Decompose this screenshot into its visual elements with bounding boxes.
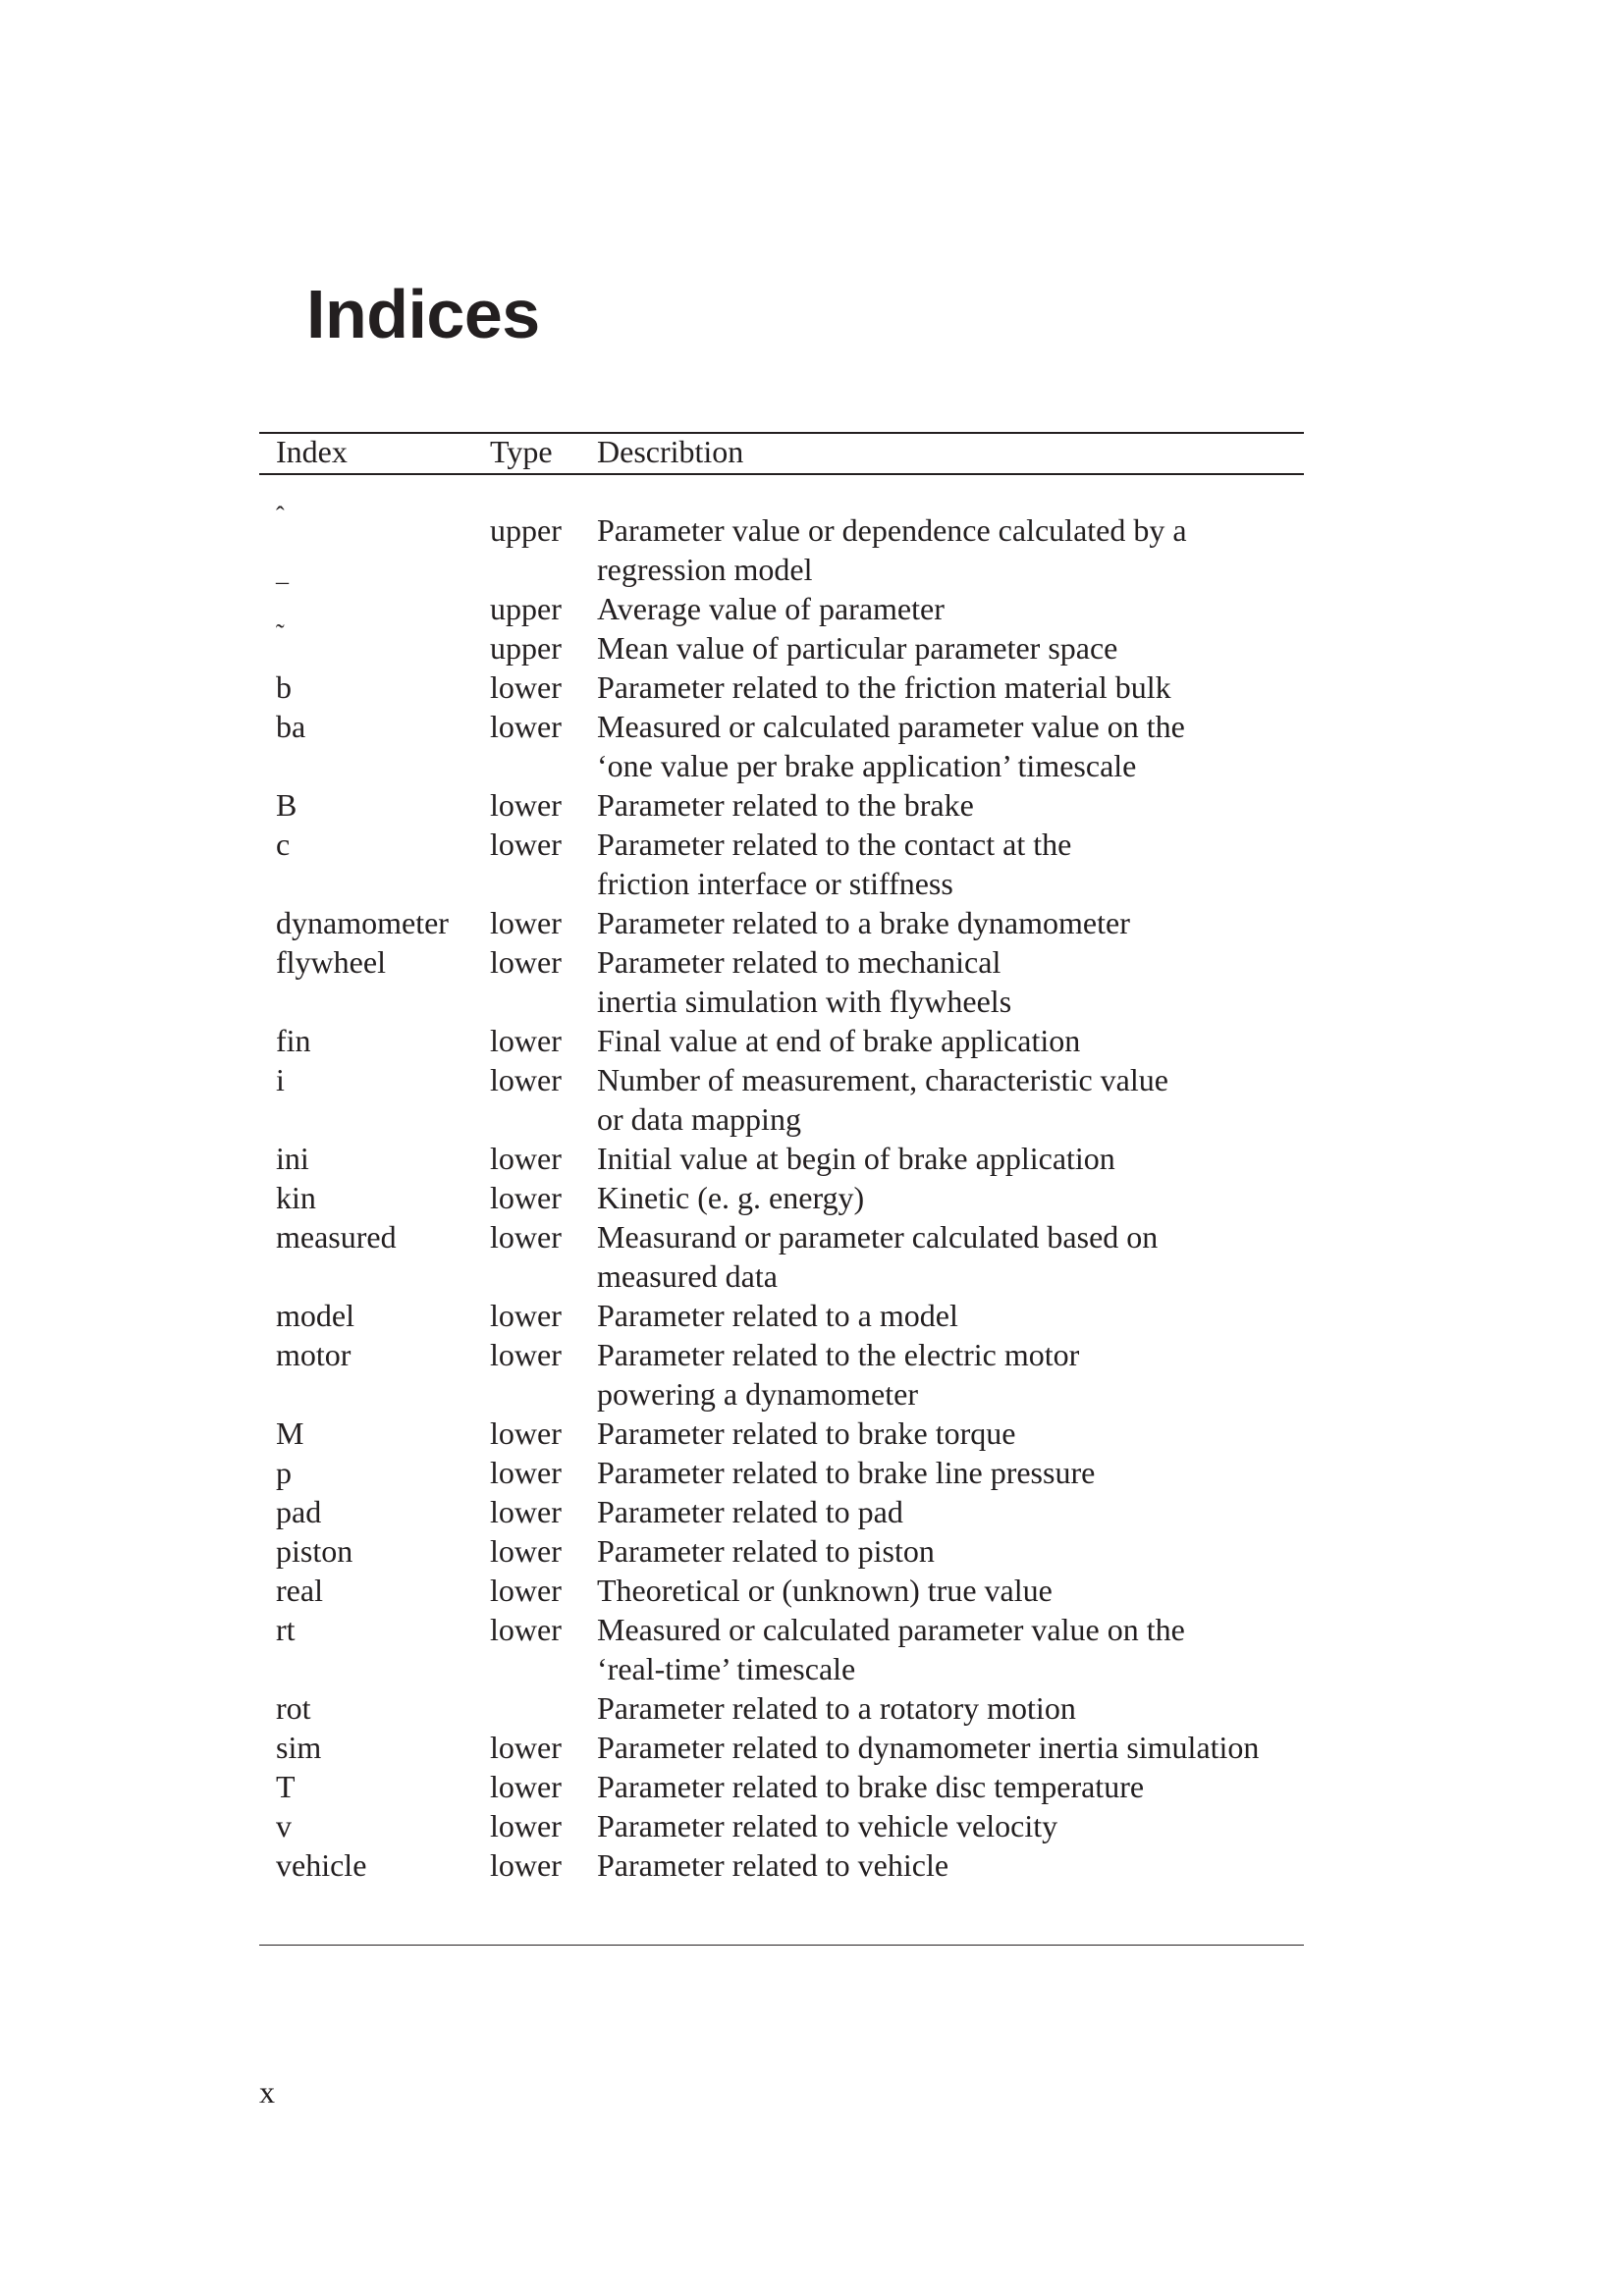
index-cell: v	[276, 1808, 292, 1843]
type-cell: lower	[490, 1337, 562, 1372]
table-row	[0, 1845, 1623, 1885]
description-line: powering a dynamometer	[597, 1376, 918, 1412]
table-row	[0, 502, 1623, 589]
description-cell	[597, 942, 1011, 1021]
index-cell: rot	[276, 1690, 311, 1726]
type-cell: lower	[490, 1219, 562, 1255]
table-row	[0, 825, 1623, 903]
description-cell	[597, 903, 1130, 942]
description-line: Parameter related to the contact at the	[597, 827, 1072, 862]
table-row	[0, 1688, 1623, 1728]
table-row	[0, 580, 1623, 628]
type-cell: upper	[490, 512, 562, 548]
description-cell	[597, 1296, 958, 1335]
index-cell: b	[276, 669, 292, 705]
index-cell: ini	[276, 1141, 309, 1176]
description-line: Parameter related to brake disc temperature	[597, 1769, 1145, 1804]
index-cell: ¯	[276, 580, 289, 609]
type-cell: lower	[490, 1494, 562, 1529]
description-cell	[597, 1021, 1080, 1060]
type-cell: lower	[490, 1455, 562, 1490]
index-cell: measured	[276, 1219, 397, 1255]
index-cell: piston	[276, 1533, 353, 1569]
type-cell: lower	[490, 787, 562, 823]
description-cell	[597, 1414, 1015, 1453]
index-cell: ˆ	[276, 502, 285, 530]
description-cell	[597, 1531, 935, 1571]
description-line: Parameter related to pad	[597, 1494, 903, 1529]
description-cell	[597, 1178, 864, 1217]
description-cell	[597, 510, 1187, 589]
type-cell: lower	[490, 944, 562, 980]
type-cell: lower	[490, 1769, 562, 1804]
description-cell	[597, 707, 1185, 785]
table-row	[0, 942, 1623, 1021]
table-row	[0, 903, 1623, 942]
description-line: or data mapping	[597, 1101, 801, 1137]
description-line: Parameter related to a rotatory motion	[597, 1690, 1076, 1726]
type-cell: lower	[490, 1533, 562, 1569]
description-line: inertia simulation with flywheels	[597, 984, 1012, 1019]
description-line: Parameter related to brake torque	[597, 1415, 1016, 1451]
type-cell: lower	[490, 1298, 562, 1333]
type-cell: lower	[490, 709, 562, 744]
table-header-rule	[259, 473, 1304, 475]
description-cell	[597, 1806, 1057, 1845]
index-cell: fin	[276, 1023, 311, 1058]
index-cell: real	[276, 1573, 323, 1608]
table-row	[0, 1728, 1623, 1767]
description-line: ‘one value per brake application’ timescale	[597, 748, 1137, 783]
table-row	[0, 1531, 1623, 1571]
type-cell: lower	[490, 1808, 562, 1843]
description-line: Parameter related to piston	[597, 1533, 935, 1569]
description-cell	[597, 628, 1117, 667]
index-cell: rt	[276, 1612, 296, 1647]
description-line: Kinetic (e. g. energy)	[597, 1180, 865, 1215]
type-cell: lower	[490, 827, 562, 862]
index-cell: sim	[276, 1730, 322, 1765]
description-line: Theoretical or (unknown) true value	[597, 1573, 1053, 1608]
table-row	[0, 1178, 1623, 1217]
column-header-index: Index	[276, 434, 348, 469]
type-cell: lower	[490, 1415, 562, 1451]
table-top-rule	[259, 432, 1304, 434]
type-cell: lower	[490, 1062, 562, 1097]
description-cell	[597, 667, 1171, 707]
table-row	[0, 1296, 1623, 1335]
description-line: measured data	[597, 1258, 778, 1294]
description-cell	[597, 1217, 1158, 1296]
type-cell: lower	[490, 1612, 562, 1647]
type-cell: upper	[490, 630, 562, 666]
description-line: Parameter value or dependence calculated by a	[597, 512, 1187, 548]
description-line: Parameter related to brake line pressure	[597, 1455, 1096, 1490]
description-cell	[597, 785, 974, 825]
description-cell	[597, 1728, 1259, 1767]
description-line: Parameter related to vehicle velocity	[597, 1808, 1058, 1843]
table-row	[0, 785, 1623, 825]
index-cell: motor	[276, 1337, 352, 1372]
description-cell	[597, 1492, 903, 1531]
index-cell: flywheel	[276, 944, 386, 980]
description-line: Initial value at begin of brake application	[597, 1141, 1115, 1176]
table-row	[0, 1767, 1623, 1806]
description-line: Parameter related to a brake dynamometer	[597, 905, 1130, 940]
index-cell: M	[276, 1415, 304, 1451]
type-cell: lower	[490, 1180, 562, 1215]
table-row	[0, 667, 1623, 707]
type-cell: lower	[490, 1573, 562, 1608]
type-cell: lower	[490, 1141, 562, 1176]
table-row	[0, 1217, 1623, 1296]
description-line: Parameter related to the brake	[597, 787, 974, 823]
table-row	[0, 1806, 1623, 1845]
description-cell	[597, 1139, 1115, 1178]
description-cell	[597, 589, 945, 628]
description-cell	[597, 1060, 1168, 1139]
column-header-description: Describtion	[597, 434, 744, 469]
table-row	[0, 1610, 1623, 1688]
type-cell: lower	[490, 1023, 562, 1058]
type-cell: lower	[490, 905, 562, 940]
table-row	[0, 1060, 1623, 1139]
index-cell: vehicle	[276, 1847, 367, 1883]
type-cell: lower	[490, 1847, 562, 1883]
table-row	[0, 1414, 1623, 1453]
table-row	[0, 1571, 1623, 1610]
description-line: Parameter related to dynamometer inertia simulation	[597, 1730, 1260, 1765]
table-row	[0, 1139, 1623, 1178]
table-row	[0, 1335, 1623, 1414]
index-cell: ba	[276, 709, 306, 744]
description-line: Measured or calculated parameter value on the	[597, 1612, 1185, 1647]
index-cell: ˜	[276, 619, 285, 648]
description-line: regression model	[597, 552, 813, 587]
description-cell	[597, 1571, 1053, 1610]
description-line: Measurand or parameter calculated based on	[597, 1219, 1159, 1255]
description-line: Measured or calculated parameter value on the	[597, 709, 1185, 744]
column-header-type: Type	[490, 434, 553, 469]
description-line: Mean value of particular parameter space	[597, 630, 1118, 666]
description-line: Final value at end of brake application	[597, 1023, 1081, 1058]
description-line: Average value of parameter	[597, 591, 945, 626]
description-line: Parameter related to the friction material bulk	[597, 669, 1171, 705]
description-line: Number of measurement, characteristic value	[597, 1062, 1168, 1097]
index-table-body	[0, 502, 1623, 1885]
table-bottom-rule	[259, 1945, 1304, 1946]
type-cell: lower	[490, 1730, 562, 1765]
description-cell	[597, 1845, 948, 1885]
description-line: Parameter related to a model	[597, 1298, 958, 1333]
description-cell	[597, 1610, 1185, 1688]
table-row	[0, 1492, 1623, 1531]
index-cell: p	[276, 1455, 292, 1490]
index-cell: B	[276, 787, 298, 823]
type-cell: upper	[490, 591, 562, 626]
description-cell	[597, 1688, 1076, 1728]
description-cell	[597, 1335, 1079, 1414]
index-cell: i	[276, 1062, 285, 1097]
table-row	[0, 619, 1623, 667]
index-cell: T	[276, 1769, 296, 1804]
index-cell: c	[276, 827, 291, 862]
index-cell: kin	[276, 1180, 316, 1215]
table-row	[0, 707, 1623, 785]
description-line: friction interface or stiffness	[597, 866, 953, 901]
page-number: x	[259, 2074, 275, 2109]
index-cell: pad	[276, 1494, 322, 1529]
page-title: Indices	[306, 276, 540, 352]
description-line: Parameter related to the electric motor	[597, 1337, 1080, 1372]
description-cell	[597, 825, 1071, 903]
index-cell: model	[276, 1298, 354, 1333]
description-line: ‘real-time’ timescale	[597, 1651, 856, 1686]
index-cell: dynamometer	[276, 905, 449, 940]
description-line: Parameter related to mechanical	[597, 944, 1001, 980]
table-row	[0, 1021, 1623, 1060]
table-row	[0, 1453, 1623, 1492]
type-cell: lower	[490, 669, 562, 705]
description-cell	[597, 1767, 1144, 1806]
description-line: Parameter related to vehicle	[597, 1847, 949, 1883]
description-cell	[597, 1453, 1095, 1492]
